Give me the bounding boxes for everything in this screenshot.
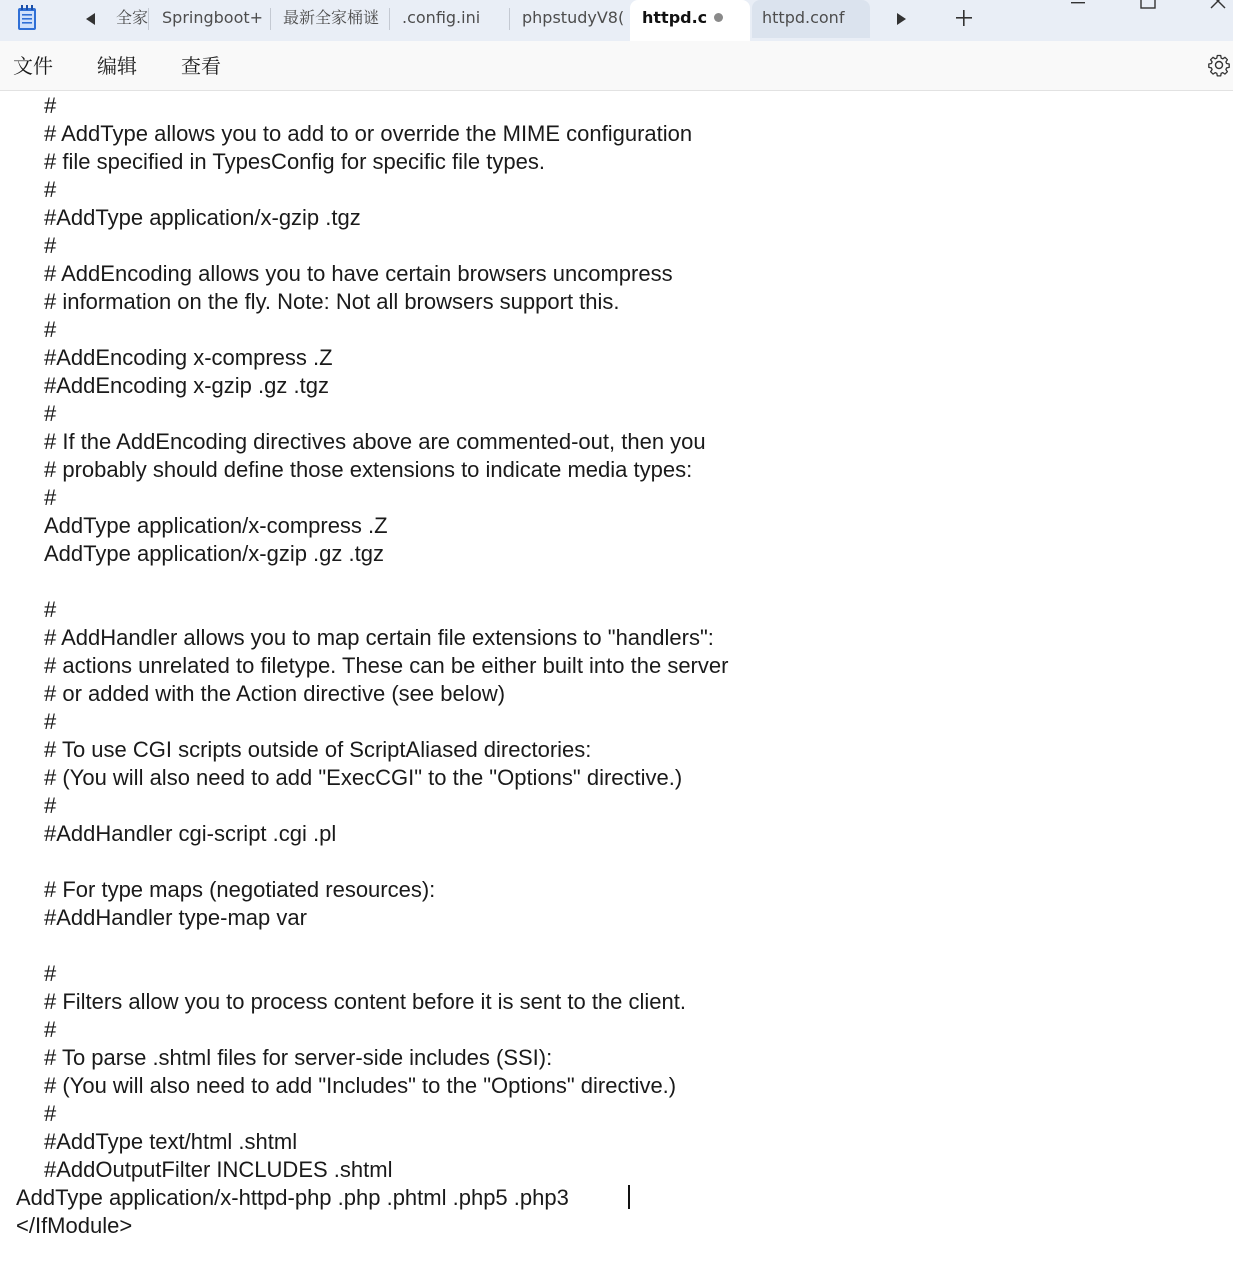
editor-line[interactable]: # probably should define those extensions to indicate media types: [44,457,693,482]
maximize-icon[interactable] [1136,0,1162,12]
editor-line[interactable]: # AddType allows you to add to or override the MIME configuration [44,121,693,146]
editor-line[interactable]: # If the AddEncoding directives above are commented-out, then you [44,429,706,454]
editor-line[interactable]: # AddEncoding allows you to have certain browsers uncompress [44,261,673,286]
tab-divider [148,8,149,30]
tab-7[interactable] [752,0,870,38]
editor-line[interactable]: # [44,709,57,734]
editor-line[interactable]: # [44,233,57,258]
tab-label: 最新全家桶谜 [283,8,380,27]
tab-label: phpstudyV8( [522,8,625,27]
editor-line[interactable]: #AddHandler type-map var [44,905,307,930]
editor-line[interactable]: AddType application/x-compress .Z [44,513,388,538]
editor-line[interactable]: #AddType text/html .shtml [44,1129,298,1154]
editor-line[interactable]: # To parse .shtml files for server-side includes (SSI): [44,1045,553,1070]
editor-line[interactable]: # Filters allow you to process content before it is sent to the client. [44,989,686,1014]
editor-line[interactable]: #AddOutputFilter INCLUDES .shtml [44,1157,393,1182]
minimize-icon[interactable] [1066,0,1092,12]
unsaved-changes-dot-icon[interactable] [714,13,723,22]
tab-5[interactable] [522,0,625,38]
plus-icon[interactable] [953,7,975,29]
editor-line[interactable]: # AddHandler allows you to map certain file extensions to "handlers": [44,625,714,650]
tab-4[interactable] [402,0,498,38]
editor-line[interactable]: # [44,401,57,426]
text-caret [628,1185,630,1209]
text-editor[interactable] [0,92,1233,1271]
notepad-icon[interactable] [16,5,38,31]
tab-2[interactable] [162,0,268,38]
tab-label: httpd.c [642,8,708,27]
editor-line[interactable]: # information on the fly. Note: Not all browsers support this. [44,289,620,314]
editor-line[interactable]: # For type maps (negotiated resources): [44,877,436,902]
editor-line[interactable]: # [44,485,57,510]
tab-label: httpd.conf [762,8,845,27]
title-bar [0,0,1233,41]
tab-label: 全家 [116,8,149,27]
editor-line[interactable]: AddType application/x-httpd-php .php .phtml .php5 .php3 [16,1185,569,1210]
editor-line[interactable]: # [44,177,57,202]
tab-divider [270,8,271,30]
tab-label: Springboot+ [162,8,264,27]
editor-line[interactable]: # or added with the Action directive (see below) [44,681,506,706]
editor-line[interactable]: # [44,93,57,118]
editor-line[interactable]: # (You will also need to add "ExecCGI" to the "Options" directive.) [44,765,683,790]
tab-1[interactable] [116,0,149,38]
editor-line[interactable]: #AddType application/x-gzip .tgz [44,205,361,230]
editor-line[interactable]: </IfModule> [16,1213,133,1238]
tab-divider [509,8,510,30]
editor-line[interactable]: AddType application/x-gzip .gz .tgz [44,541,384,566]
editor-line[interactable]: # [44,1101,57,1126]
tab-label: .config.ini [402,8,481,27]
gear-icon[interactable] [1207,53,1231,77]
menu-bar [0,41,1233,91]
menu-view[interactable]: 查看 [181,54,221,78]
editor-line[interactable]: #AddEncoding x-compress .Z [44,345,333,370]
editor-line[interactable]: #AddHandler cgi-script .cgi .pl [44,821,337,846]
editor-line[interactable]: # [44,961,57,986]
tab-divider [389,8,390,30]
tab-3[interactable] [283,0,385,38]
close-icon[interactable] [1206,0,1232,12]
editor-line[interactable]: # [44,597,57,622]
tab-active[interactable] [630,0,750,41]
editor-line[interactable]: # [44,793,57,818]
editor-line[interactable]: #AddEncoding x-gzip .gz .tgz [44,373,329,398]
editor-line[interactable]: # [44,317,57,342]
editor-line[interactable]: # file specified in TypesConfig for specific file types. [44,149,545,174]
menu-file[interactable]: 文件 [13,54,53,78]
menu-edit[interactable]: 编辑 [97,54,137,78]
editor-line[interactable]: # To use CGI scripts outside of ScriptAliased directories: [44,737,592,762]
triangle-left-icon[interactable] [82,9,100,29]
editor-line[interactable]: # (You will also need to add "Includes" to the "Options" directive.) [44,1073,677,1098]
editor-line[interactable]: # actions unrelated to filetype. These can be either built into the server [44,653,729,678]
triangle-right-icon[interactable] [892,9,910,29]
editor-line[interactable]: # [44,1017,57,1042]
